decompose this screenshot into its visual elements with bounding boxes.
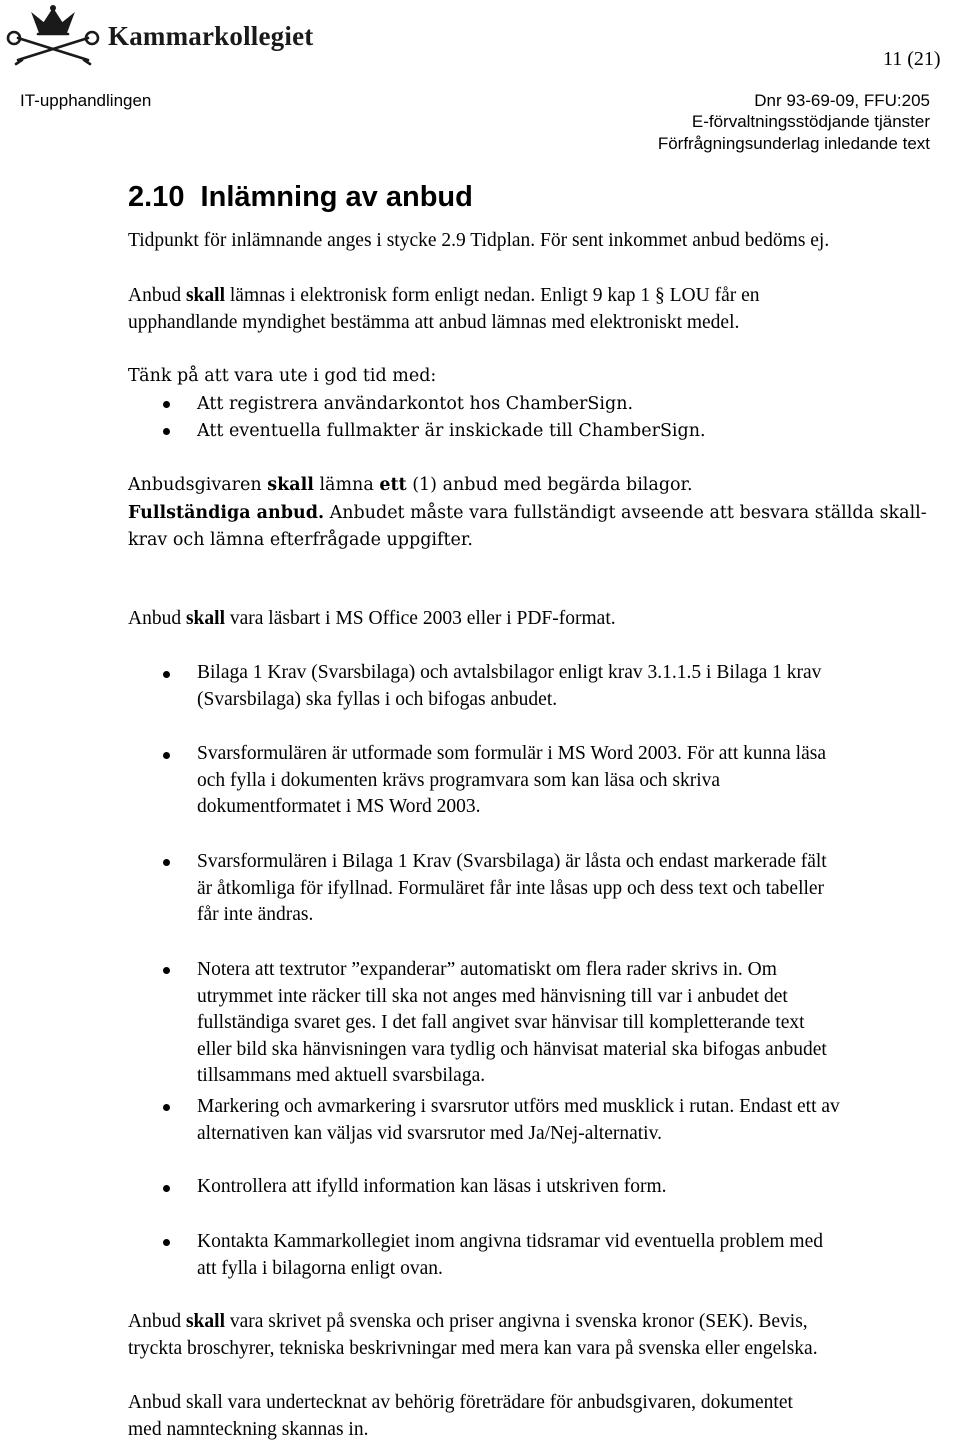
header-service: E-förvaltningsstödjande tjänster [692, 111, 930, 132]
bullet-icon [163, 401, 170, 408]
text-span: vara skrivet på svenska och priser angivna i svenska kronor (SEK). Bevis, [225, 1311, 808, 1332]
text-span: Anbudsgivaren [128, 475, 267, 495]
list-item [197, 849, 959, 929]
text-line: Svarsformulären i Bilaga 1 Krav (Svarsbilaga) är låsta och endast markerade fält [197, 849, 959, 876]
text-line: dokumentformatet i MS Word 2003. [197, 794, 959, 821]
bullet-icon [163, 1239, 170, 1246]
crown-logo-icon [4, 2, 102, 66]
bullet-icon [163, 967, 170, 974]
text-span-bold: ett [379, 475, 406, 495]
page-number: 11 (21) [883, 48, 941, 71]
text-line: fullständiga svaret ges. I det fall angivet svar hänvisar till kompletterande text [197, 1010, 959, 1037]
section-sign: § [655, 285, 665, 306]
bullet-icon [163, 671, 170, 678]
list-item: Att registrera användarkontot hos ChamberSign. [197, 391, 959, 418]
bullet-icon [163, 859, 170, 866]
text-span: Anbudet måste vara fullständigt avseende att besvara ställda skall- [324, 503, 927, 523]
text-span: Anbud [128, 1311, 186, 1332]
text-line [128, 472, 948, 499]
text-line: Bilaga 1 Krav (Svarsbilaga) och avtalsbilagor enligt krav 3.1.1.5 i Bilaga 1 krav [197, 660, 959, 687]
list-item [197, 1094, 959, 1147]
think-heading: Tänk på att vara ute i god tid med: [128, 363, 948, 390]
text-line: tillsammans med aktuell svarsbilaga. [197, 1063, 959, 1090]
text-line: och fylla i dokumenten krävs programvara som kan läsa och skriva [197, 768, 959, 795]
paragraph-language [128, 1309, 948, 1362]
text-span-bold: skall [267, 475, 314, 495]
header-left-title: IT-upphandlingen [20, 90, 151, 111]
list-item [197, 660, 959, 713]
text-line [128, 283, 948, 310]
text-span: Anbud [128, 608, 186, 629]
header-doc-type: Förfrågningsunderlag inledande text [658, 133, 930, 154]
text-line: utrymmet inte räcker till ska not anges med hänvisning till var i anbudet det [197, 984, 959, 1011]
text-line: får inte ändras. [197, 902, 959, 929]
text-span-bold: skall [186, 285, 225, 306]
text-span: Anbud [128, 285, 186, 306]
text-span-bold: skall [186, 608, 225, 629]
paragraph-signature [128, 1390, 948, 1443]
bullet-icon [163, 1185, 170, 1192]
text-line: Tidpunkt för inlämnande anges i stycke 2.9 Tidplan. För sent inkommet anbud bedöms ej. [128, 228, 948, 255]
list-item [197, 1229, 959, 1282]
text-line: med namnteckning skannas in. [128, 1417, 948, 1443]
bullet-icon [163, 428, 170, 435]
text-span: lämna [314, 475, 379, 495]
section-heading: 2.10 Inlämning av anbud [128, 181, 473, 214]
list-item: Att eventuella fullmakter är inskickade till ChamberSign. [197, 418, 959, 445]
text-span: LOU får en [665, 285, 760, 306]
header-dnr: Dnr 93-69-09, FFU:205 [754, 90, 930, 111]
text-line: Notera att textrutor ”expanderar” automatiskt om flera rader skrivs in. Om [197, 957, 959, 984]
text-span-bold: Fullständiga anbud. [128, 503, 324, 523]
list-item [197, 741, 959, 821]
text-line: Kontrollera att ifylld information kan läsas i utskriven form. [197, 1174, 959, 1201]
text-line: att fylla i bilagorna enligt ovan. [197, 1256, 959, 1283]
text-line: tryckta broschyrer, tekniska beskrivningar med mera kan vara på svenska eller engelska. [128, 1336, 948, 1363]
text-line: (Svarsbilaga) ska fyllas i och bifogas anbudet. [197, 687, 959, 714]
text-line: alternativen kan väljas vid svarsrutor med Ja/Nej-alternativ. [197, 1121, 959, 1148]
text-span: lämnas i elektronisk form enligt nedan. Enligt 9 kap 1 [225, 285, 655, 306]
list-item [197, 957, 959, 1090]
list-item [197, 1174, 959, 1201]
text-line: Markering och avmarkering i svarsrutor utförs med musklick i rutan. Endast ett av [197, 1094, 959, 1121]
org-name: Kammarkollegiet [108, 21, 313, 52]
text-span: (1) anbud med begärda bilagor. [407, 475, 693, 495]
text-line: krav och lämna efterfrågade uppgifter. [128, 527, 948, 554]
paragraph-format [128, 606, 948, 633]
text-line [128, 500, 948, 527]
text-line: upphandlande myndighet bestämma att anbud lämnas med elektroniskt medel. [128, 310, 948, 337]
paragraph-one-bid [128, 472, 948, 499]
paragraph-deadline [128, 228, 948, 255]
text-span-bold: skall [186, 1311, 225, 1332]
text-line: Anbud skall vara undertecknat av behörig företrädare för anbudsgivaren, dokumentet [128, 1390, 948, 1417]
bullet-icon [163, 1104, 170, 1111]
bullet-icon [163, 752, 170, 759]
paragraph-electronic [128, 283, 948, 336]
text-line: är åtkomliga för ifyllnad. Formuläret får inte låsas upp och dess text och tabeller [197, 876, 959, 903]
text-line: Svarsformulären är utformade som formulär i MS Word 2003. För att kunna läsa [197, 741, 959, 768]
text-line [128, 1309, 948, 1336]
text-line: eller bild ska hänvisningen vara tydlig och hänvisat material ska bifogas anbudet [197, 1037, 959, 1064]
text-line [128, 606, 948, 633]
text-line: Kontakta Kammarkollegiet inom angivna tidsramar vid eventuella problem med [197, 1229, 959, 1256]
text-span: vara läsbart i MS Office 2003 eller i PDF-format. [225, 608, 616, 629]
paragraph-complete-bid [128, 500, 948, 553]
